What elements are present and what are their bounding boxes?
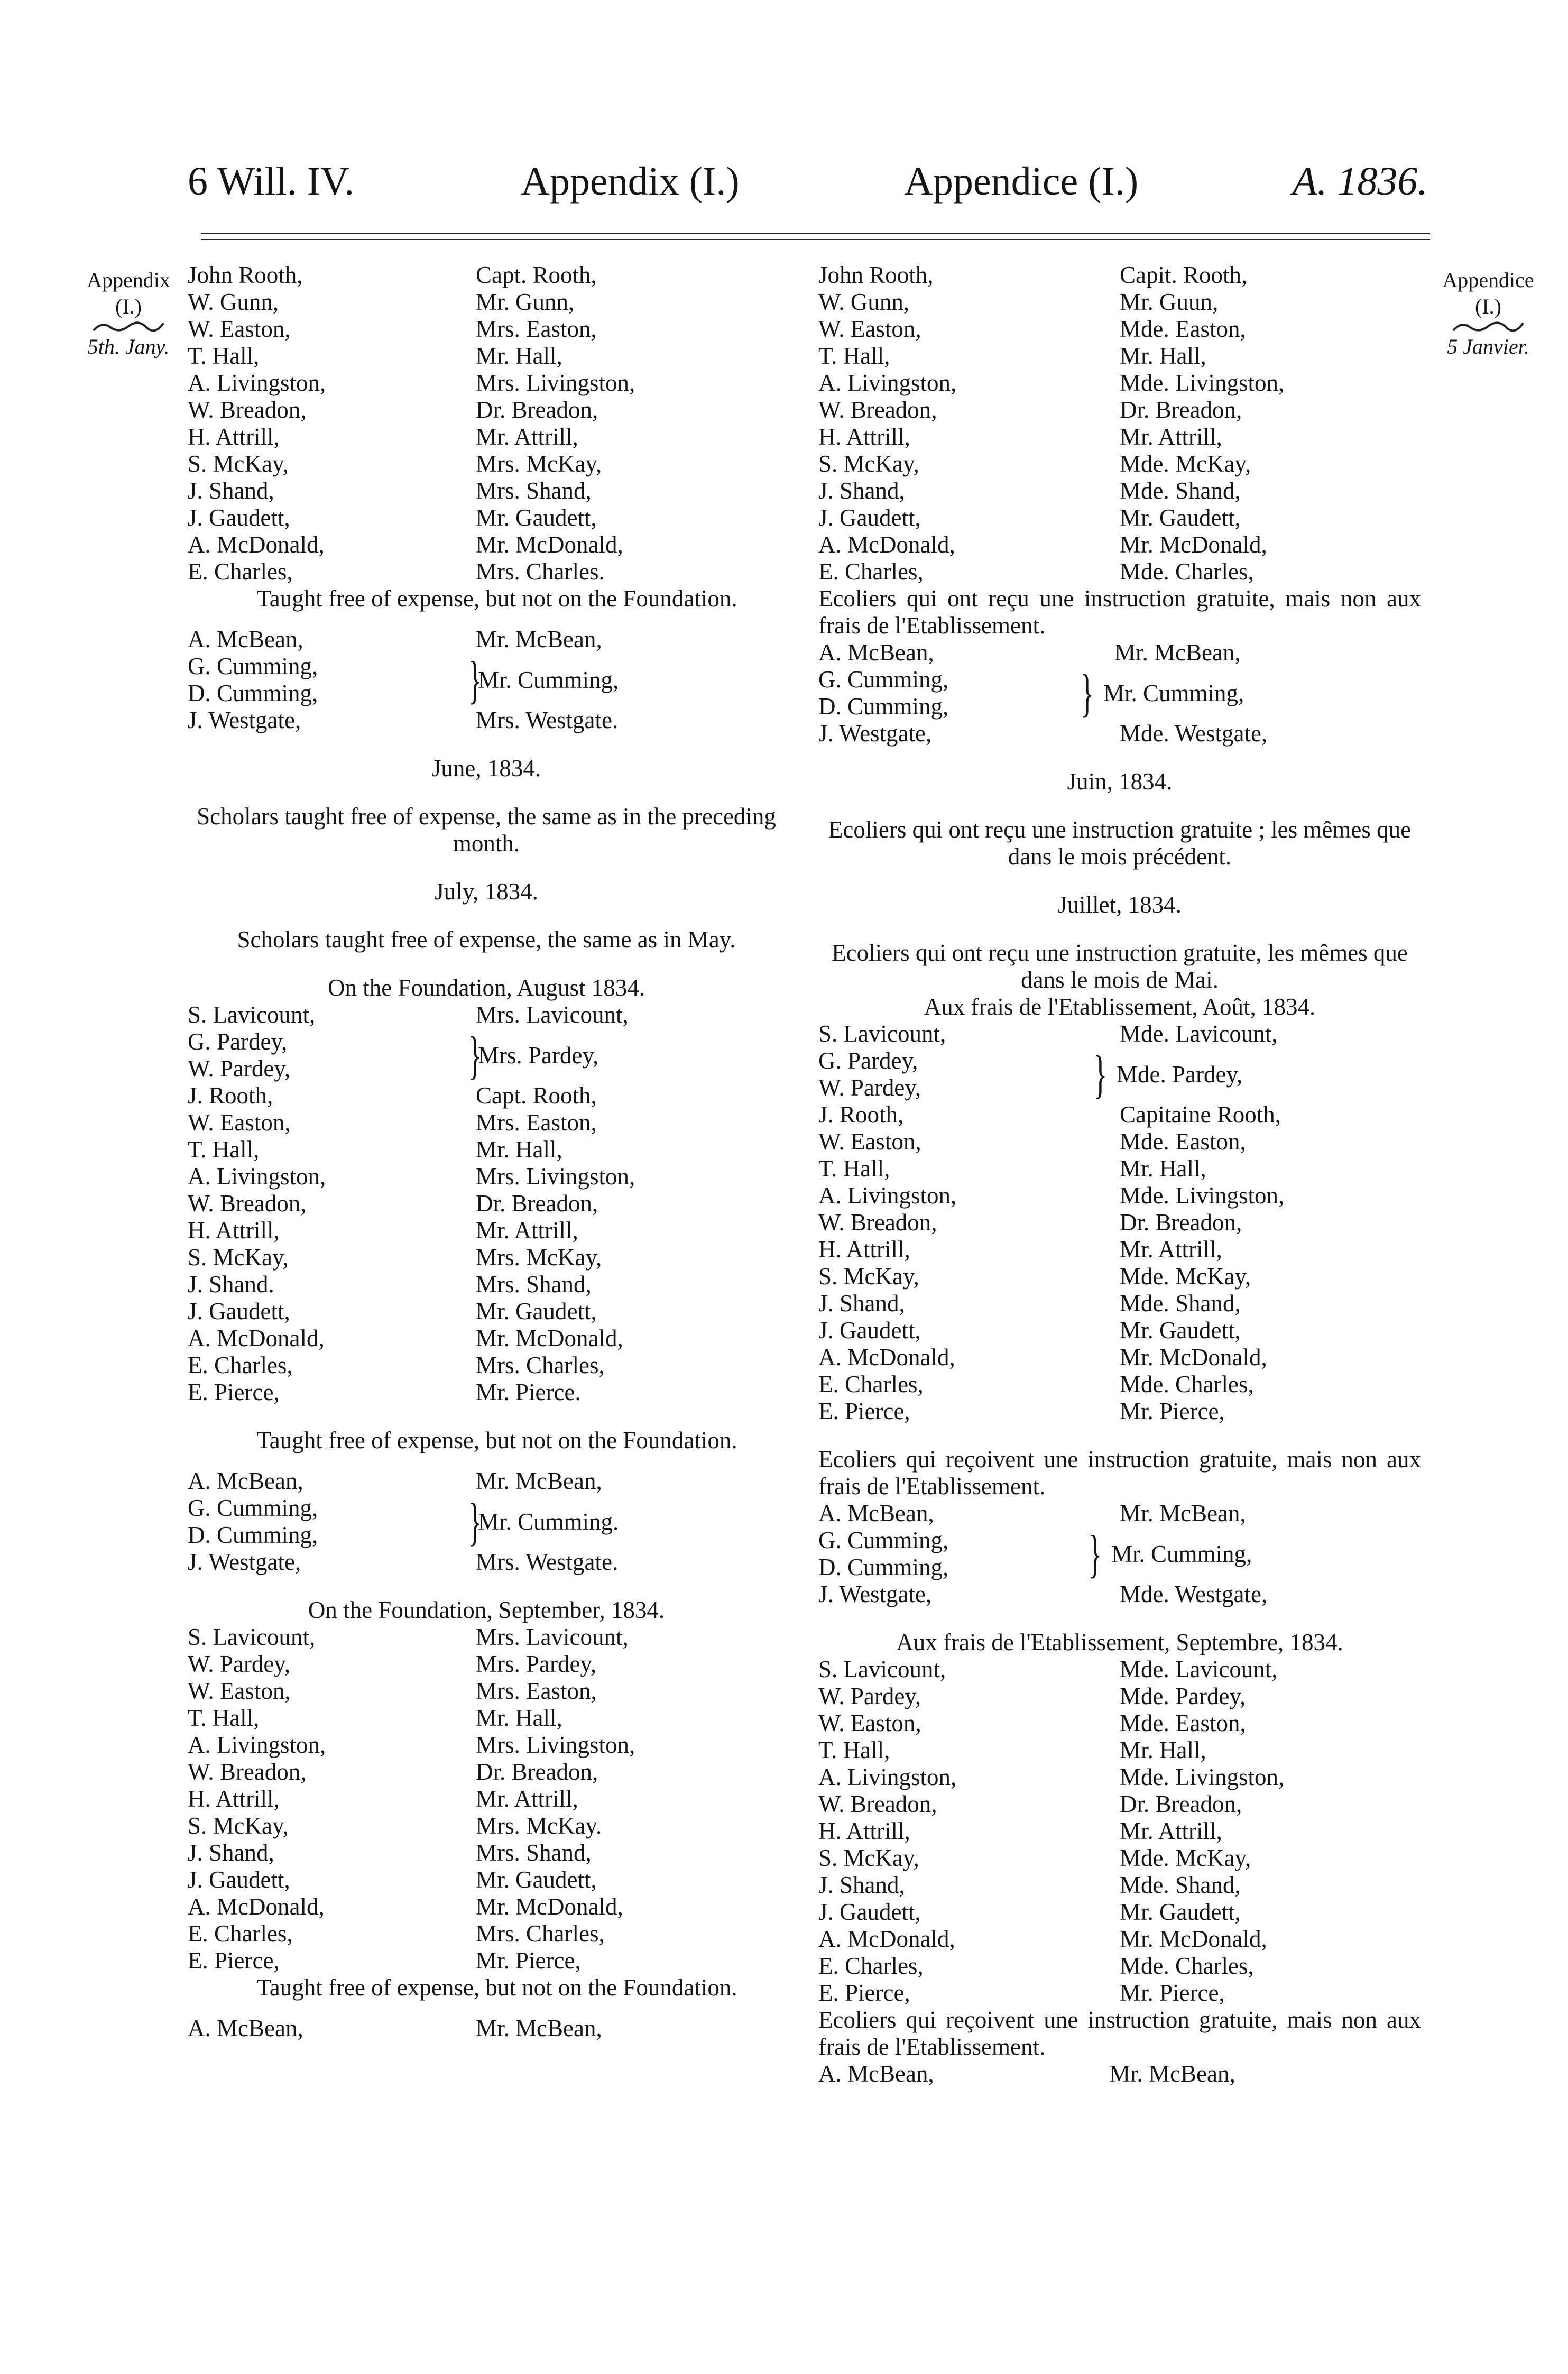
parent-name: Mr. Hall, bbox=[1120, 1155, 1206, 1182]
table-row bbox=[188, 1352, 785, 1379]
flourish-icon bbox=[1451, 320, 1525, 334]
parent-name: Mr. McDonald, bbox=[476, 531, 623, 558]
scholar-name: J. Shand. bbox=[188, 1271, 274, 1298]
parent-name: Mr. Gaudett, bbox=[1120, 1317, 1241, 1344]
parent-name: Mde. Shand, bbox=[1120, 477, 1241, 504]
note-not-on-foundation: Taught free of expense, but not on the Foundation. bbox=[256, 1427, 737, 1453]
table-row bbox=[818, 477, 1421, 504]
parent-name: Dr. Breadon, bbox=[1120, 1209, 1242, 1236]
table-row bbox=[188, 289, 785, 316]
scholar-list bbox=[188, 262, 785, 585]
scholar-name: J. Shand, bbox=[818, 1290, 905, 1317]
parent-name: Mde. Charles, bbox=[1120, 1953, 1254, 1979]
scholar-list bbox=[818, 262, 1421, 585]
table-row bbox=[818, 1710, 1421, 1737]
scholar-name: A. McDonald, bbox=[818, 1344, 955, 1370]
scholar-name: A. Livingston, bbox=[818, 1764, 957, 1790]
table-row bbox=[818, 1236, 1421, 1263]
scholar-name: T. Hall, bbox=[818, 1737, 890, 1763]
scholar-name: W. Breadon, bbox=[818, 1791, 937, 1817]
table-row bbox=[188, 1379, 785, 1406]
table-row bbox=[188, 1920, 785, 1947]
scholar-name: S. Lavicount, bbox=[818, 1656, 946, 1682]
note-not-on-foundation: Ecoliers qui ont reçu une instruction gratuite, mais non aux frais de l'Etablissement. bbox=[818, 585, 1421, 639]
parent-name: Dr. Breadon, bbox=[1120, 397, 1242, 423]
section-title-september: On the Foundation, September, 1834. bbox=[308, 1597, 665, 1623]
scholar-name: H. Attrill, bbox=[188, 1217, 280, 1244]
table-row bbox=[818, 1656, 1421, 1683]
scholar-name: W. Breadon, bbox=[188, 1759, 307, 1785]
table-row: S. Lavicount, Mrs. Lavicount, bbox=[188, 1001, 629, 1028]
scholar-name: H. Attrill, bbox=[188, 424, 280, 450]
table-row bbox=[818, 1209, 1421, 1236]
english-column bbox=[188, 262, 785, 2042]
parent-name: Dr. Breadon, bbox=[1120, 1791, 1242, 1817]
scholar-name: S. Lavicount, bbox=[188, 1624, 316, 1650]
scholar-name: W. Pardey, bbox=[818, 1683, 921, 1709]
table-row bbox=[818, 316, 1421, 343]
scholar-name: J. Gaudett, bbox=[818, 1317, 921, 1344]
table-row bbox=[188, 1812, 785, 1839]
table-row bbox=[818, 1344, 1421, 1371]
table-row bbox=[188, 370, 785, 397]
scholar-name: H. Attrill, bbox=[818, 1818, 910, 1844]
parent-name: Mr. Hall, bbox=[476, 1705, 562, 1731]
table-row bbox=[818, 1128, 1421, 1155]
parent-name: Mr. Hall, bbox=[1120, 343, 1206, 369]
header-appendix-english: Appendix (I.) bbox=[521, 159, 740, 204]
scholar-name: S. McKay, bbox=[818, 1845, 919, 1871]
scholar-list bbox=[818, 1101, 1421, 1425]
parent-name: Mr. Attrill, bbox=[476, 1786, 578, 1812]
june-text: Scholars taught free of expense, the same as in the preceding month. bbox=[197, 803, 776, 857]
section-title-august: On the Foundation, August 1834. bbox=[327, 974, 645, 1001]
table-row bbox=[818, 1737, 1421, 1764]
table-row bbox=[818, 504, 1421, 531]
parent-name: Mde. Charles, bbox=[1120, 1371, 1254, 1397]
parent-name: Mr. Pierce, bbox=[1120, 1980, 1225, 2006]
parent-name: Mde. Pardey, bbox=[1120, 1683, 1246, 1709]
parent-name: Mr. Pierce, bbox=[1120, 1398, 1225, 1424]
table-row bbox=[818, 262, 1421, 289]
parent-name: Mr. Attrill, bbox=[1120, 1818, 1222, 1844]
scholar-name: W. Easton, bbox=[818, 1128, 921, 1155]
parent-name: Mrs. Livingston, bbox=[476, 370, 635, 396]
scholar-name: A. Livingston, bbox=[188, 1163, 326, 1190]
brace-group: G. Cumming, D. Cumming, } Mr. Cumming, bbox=[818, 1524, 1252, 1583]
table-row bbox=[818, 1818, 1421, 1845]
parent-name: Mr. Gaudett, bbox=[476, 1298, 597, 1324]
table-row bbox=[188, 558, 785, 585]
table-row bbox=[188, 1866, 785, 1893]
parent-name: Mde. Livingston, bbox=[1120, 1182, 1285, 1209]
scholar-name: T. Hall, bbox=[188, 1705, 260, 1731]
table-row bbox=[188, 1271, 785, 1298]
scholar-name: H. Attrill, bbox=[818, 424, 910, 450]
scholar-name: A. Livingston, bbox=[818, 1182, 957, 1209]
table-row bbox=[188, 1109, 785, 1136]
parent-name: Capit. Rooth, bbox=[1120, 262, 1248, 288]
parent-name: Mr. Gaudett, bbox=[476, 504, 597, 531]
table-row bbox=[188, 1217, 785, 1244]
table-row bbox=[818, 450, 1421, 477]
table-row bbox=[818, 1980, 1421, 2007]
table-row bbox=[818, 1182, 1421, 1209]
scholar-name: E. Charles, bbox=[188, 558, 293, 585]
scholar-name: W. Easton, bbox=[818, 1710, 921, 1736]
table-row bbox=[818, 558, 1421, 585]
table-row bbox=[818, 1872, 1421, 1899]
scholar-name: John Rooth, bbox=[188, 262, 303, 288]
scholar-name: E. Charles, bbox=[818, 558, 924, 585]
parent-name: Mr. Hall, bbox=[476, 1136, 562, 1163]
table-row bbox=[188, 1651, 785, 1678]
table-row bbox=[188, 1732, 785, 1759]
parent-name: Mrs. Charles, bbox=[476, 1920, 605, 1947]
table-row bbox=[188, 424, 785, 450]
section-title-june: Juin, 1834. bbox=[1067, 768, 1173, 795]
scholar-name: E. Charles, bbox=[818, 1371, 924, 1397]
parent-name: Mr. McDonald, bbox=[1120, 1926, 1267, 1952]
scholar-name: W. Breadon, bbox=[188, 1190, 307, 1217]
table-row bbox=[818, 424, 1421, 450]
table-row bbox=[818, 1926, 1421, 1953]
table-row bbox=[188, 397, 785, 424]
table-row bbox=[818, 1263, 1421, 1290]
parent-name: Mrs. Easton, bbox=[476, 316, 597, 342]
table-row bbox=[188, 450, 785, 477]
table-row: A. McBean, Mr. McBean, bbox=[188, 626, 602, 652]
scholar-list bbox=[818, 1656, 1421, 2007]
table-row bbox=[188, 1325, 785, 1352]
parent-name: Mr. Pierce. bbox=[476, 1379, 581, 1405]
parent-name: Mr. McDonald, bbox=[1120, 531, 1267, 558]
parent-name: Mr. Gaudett, bbox=[1120, 1899, 1241, 1925]
table-row bbox=[818, 1683, 1421, 1710]
margin-number: (I.) bbox=[1475, 295, 1501, 318]
parent-name: Mr. Gunn, bbox=[476, 289, 575, 315]
parent-name: Dr. Breadon, bbox=[476, 1190, 598, 1217]
scholar-name: J. Shand, bbox=[188, 1839, 274, 1866]
parent-name: Mde. Charles, bbox=[1120, 558, 1254, 585]
scholar-name: W. Easton, bbox=[818, 316, 921, 342]
scholar-name: W. Pardey, bbox=[188, 1651, 291, 1677]
parent-name: Mr. McDonald, bbox=[476, 1893, 623, 1920]
brace-group: G. Cumming, D. Cumming, } Mr. Cumming, bbox=[818, 664, 1244, 722]
parent-name: Mr. Hall, bbox=[1120, 1737, 1206, 1763]
brace-group: G. Pardey, W. Pardey, } Mrs. Pardey, bbox=[188, 1026, 599, 1084]
note-not-on-foundation: Ecoliers qui reçoivent une instruction gratuite, mais non aux frais de l'Etablissement. bbox=[818, 1446, 1421, 1499]
scholar-name: A. McDonald, bbox=[188, 531, 325, 558]
scholar-name: H. Attrill, bbox=[188, 1786, 280, 1812]
table-row: A. McBean, Mr. McBean, bbox=[188, 1468, 602, 1494]
table-row bbox=[188, 316, 785, 343]
parent-name: Mr. Gaudett, bbox=[476, 1866, 597, 1893]
french-column bbox=[818, 262, 1421, 2087]
parent-name: Mr. Attrill, bbox=[1120, 1236, 1222, 1263]
parent-name: Mde. Shand, bbox=[1120, 1290, 1241, 1317]
table-row: J. Westgate, Mde. Westgate, bbox=[818, 1581, 1268, 1607]
header-session: 6 Will. IV. bbox=[188, 159, 355, 204]
margin-number: (I.) bbox=[115, 295, 142, 318]
scholar-name: J. Gaudett, bbox=[818, 1899, 921, 1925]
scholar-name: S. McKay, bbox=[818, 1263, 919, 1290]
parent-name: Mrs. Livingston, bbox=[476, 1163, 635, 1190]
margin-label: Appendice bbox=[1442, 268, 1534, 292]
table-row bbox=[188, 1624, 785, 1651]
table-row: S. Lavicount, Mde. Lavicount, bbox=[818, 1020, 1278, 1047]
parent-name: Mr. Hall, bbox=[476, 343, 562, 369]
table-row bbox=[818, 1371, 1421, 1398]
scholar-name: E. Charles, bbox=[818, 1953, 924, 1979]
table-row bbox=[188, 1298, 785, 1325]
note-not-on-foundation: Ecoliers qui reçoivent une instruction gratuite, mais non aux frais de l'Etablissement. bbox=[818, 2007, 1421, 2060]
parent-name: Mr. McDonald, bbox=[476, 1325, 623, 1351]
scholar-name: E. Charles, bbox=[188, 1352, 293, 1378]
parent-name: Mr. Guun, bbox=[1120, 289, 1219, 315]
table-row bbox=[818, 1791, 1421, 1818]
parent-name: Mr. Attrill, bbox=[1120, 424, 1222, 450]
table-row bbox=[818, 1899, 1421, 1926]
scholar-name: E. Pierce, bbox=[818, 1980, 910, 2006]
parent-name: Mde. Easton, bbox=[1120, 1128, 1246, 1155]
brace-group: G. Cumming, D. Cumming, } Mr. Cumming. bbox=[188, 1492, 619, 1551]
parent-name: Mde. Easton, bbox=[1120, 316, 1246, 342]
table-row bbox=[188, 343, 785, 370]
parent-name: Mde. McKay, bbox=[1120, 1263, 1251, 1290]
margin-date: 5 Janvier. bbox=[1447, 335, 1529, 358]
table-row bbox=[188, 1136, 785, 1163]
header-rule-thin bbox=[201, 239, 1430, 240]
table-row bbox=[188, 1893, 785, 1920]
scholar-name: J. Rooth, bbox=[818, 1101, 904, 1128]
table-row: A. McBean, Mr. McBean, bbox=[818, 639, 1241, 666]
scholar-name: J. Gaudett, bbox=[818, 504, 921, 531]
table-row bbox=[818, 289, 1421, 316]
parent-name: Mrs. Shand, bbox=[476, 1271, 592, 1298]
scholar-name: E. Pierce, bbox=[818, 1398, 910, 1424]
scholar-name: S. McKay, bbox=[188, 1244, 289, 1271]
parent-name: Mrs. Pardey, bbox=[476, 1651, 597, 1677]
scholar-name: A. Livingston, bbox=[188, 370, 326, 396]
table-row bbox=[818, 370, 1421, 397]
parent-name: Mr. McDonald, bbox=[1120, 1344, 1267, 1370]
scholar-name: A. McDonald, bbox=[188, 1893, 325, 1920]
scholar-name: John Rooth, bbox=[818, 262, 934, 288]
scholar-name: J. Gaudett, bbox=[188, 1298, 290, 1324]
parent-name: Mrs. Charles. bbox=[476, 558, 605, 585]
table-row: A. McBean, Mr. McBean, bbox=[818, 2060, 1235, 2087]
scholar-name: T. Hall, bbox=[188, 1136, 260, 1163]
june-text: Ecoliers qui ont reçu une instruction gratuite ; les mêmes que dans le mois précédent. bbox=[828, 816, 1412, 870]
table-row bbox=[188, 1947, 785, 1974]
scholar-name: E. Charles, bbox=[188, 1920, 293, 1947]
parent-name: Mr. Pierce, bbox=[476, 1947, 581, 1974]
parent-name: Mrs. Easton, bbox=[476, 1109, 597, 1136]
scholar-name: W. Easton, bbox=[188, 1678, 291, 1704]
table-row bbox=[818, 1290, 1421, 1317]
july-text: Ecoliers qui ont reçu une instruction gratuite, les mêmes que dans le mois de Mai. bbox=[832, 940, 1408, 993]
parent-name: Capt. Rooth, bbox=[476, 1082, 597, 1109]
table-row bbox=[818, 343, 1421, 370]
parent-name: Dr. Breadon, bbox=[476, 397, 598, 423]
scholar-name: J. Shand, bbox=[818, 477, 905, 504]
parent-name: Mrs. McKay. bbox=[476, 1812, 602, 1839]
brace-group: G. Cumming, D. Cumming, } Mr. Cumming, bbox=[188, 650, 619, 709]
parent-name: Mrs. Livingston, bbox=[476, 1732, 635, 1758]
scholar-name: W. Gunn, bbox=[818, 289, 910, 315]
table-row: J. Westgate, Mrs. Westgate. bbox=[188, 707, 619, 733]
table-row bbox=[818, 1155, 1421, 1182]
brace-group: G. Pardey, W. Pardey, } Mde. Pardey, bbox=[818, 1045, 1243, 1103]
table-row bbox=[188, 531, 785, 558]
table-row bbox=[188, 477, 785, 504]
margin-note-right bbox=[1427, 267, 1549, 360]
section-title-july: Juillet, 1834. bbox=[1058, 891, 1182, 918]
margin-date: 5th. Jany. bbox=[87, 335, 170, 358]
note-not-on-foundation: Taught free of expense, but not on the Foundation. bbox=[256, 585, 737, 612]
parent-name: Mde. Livingston, bbox=[1120, 1764, 1285, 1790]
note-not-on-foundation: Taught free of expense, but not on the Foundation. bbox=[256, 1974, 737, 2001]
table-row bbox=[188, 1705, 785, 1732]
margin-note-left bbox=[68, 267, 189, 360]
parent-name: Mde. Livingston, bbox=[1120, 370, 1285, 396]
table-row bbox=[188, 1786, 785, 1812]
table-row bbox=[188, 1678, 785, 1705]
scholar-name: S. McKay, bbox=[818, 450, 919, 477]
july-text: Scholars taught free of expense, the same as in May. bbox=[237, 926, 736, 953]
parent-name: Mde. Easton, bbox=[1120, 1710, 1246, 1736]
parent-name: Mde. Shand, bbox=[1120, 1872, 1241, 1898]
scholar-name: W. Breadon, bbox=[188, 397, 307, 423]
scholar-name: J. Gaudett, bbox=[188, 504, 290, 531]
flourish-icon bbox=[91, 320, 165, 334]
table-row bbox=[818, 1101, 1421, 1128]
scholar-list bbox=[188, 1082, 785, 1406]
table-row bbox=[188, 1190, 785, 1217]
margin-label: Appendix bbox=[87, 268, 170, 292]
scholar-list bbox=[188, 1624, 785, 1974]
scholar-name: S. McKay, bbox=[188, 1812, 289, 1839]
scholar-name: A. Livingston, bbox=[818, 370, 957, 396]
section-title-june: June, 1834. bbox=[431, 755, 541, 781]
table-row bbox=[188, 262, 785, 289]
parent-name: Mde. McKay, bbox=[1120, 450, 1251, 477]
header-year: A. 1836. bbox=[1293, 159, 1428, 204]
parent-name: Mde. McKay, bbox=[1120, 1845, 1251, 1871]
scholar-name: W. Breadon, bbox=[818, 397, 937, 423]
scholar-name: W. Breadon, bbox=[818, 1209, 937, 1236]
parent-name: Capitaine Rooth, bbox=[1120, 1101, 1281, 1128]
header-rule bbox=[201, 233, 1430, 234]
scholar-name: H. Attrill, bbox=[818, 1236, 910, 1263]
parent-name: Mrs. Shand, bbox=[476, 477, 592, 504]
scholar-name: E. Pierce, bbox=[188, 1947, 280, 1974]
table-row: A. McBean, Mr. McBean, bbox=[188, 2015, 602, 2041]
table-row bbox=[188, 1244, 785, 1271]
table-row bbox=[818, 1317, 1421, 1344]
parent-name: Mde. Lavicount, bbox=[1120, 1656, 1278, 1682]
parent-name: Mr. Attrill, bbox=[476, 1217, 578, 1244]
scholar-name: A. McDonald, bbox=[818, 1926, 955, 1952]
parent-name: Mr. Gaudett, bbox=[1120, 504, 1241, 531]
scholar-name: S. McKay, bbox=[188, 450, 289, 477]
parent-name: Mrs. McKay, bbox=[476, 1244, 602, 1271]
table-row bbox=[818, 1953, 1421, 1980]
parent-name: Mrs. Charles, bbox=[476, 1352, 605, 1378]
parent-name: Mrs. Easton, bbox=[476, 1678, 597, 1704]
table-row bbox=[188, 1082, 785, 1109]
scholar-name: E. Pierce, bbox=[188, 1379, 280, 1405]
parent-name: Mr. Attrill, bbox=[476, 424, 578, 450]
table-row bbox=[818, 397, 1421, 424]
table-row bbox=[188, 504, 785, 531]
scholar-name: T. Hall, bbox=[818, 343, 890, 369]
table-row bbox=[188, 1839, 785, 1866]
parent-name: Mrs. McKay, bbox=[476, 450, 602, 477]
header-appendix-french: Appendice (I.) bbox=[904, 159, 1139, 204]
parent-name: Dr. Breadon, bbox=[476, 1759, 598, 1785]
scholar-name: A. McDonald, bbox=[188, 1325, 325, 1351]
scholar-name: J. Shand, bbox=[188, 477, 274, 504]
scholar-name: J. Gaudett, bbox=[188, 1866, 290, 1893]
scholar-name: W. Easton, bbox=[188, 1109, 291, 1136]
parent-name: Mrs. Shand, bbox=[476, 1839, 592, 1866]
table-row: A. McBean, Mr. McBean, bbox=[818, 1500, 1246, 1526]
table-row bbox=[188, 1759, 785, 1786]
scholar-name: T. Hall, bbox=[188, 343, 260, 369]
section-title-september: Aux frais de l'Etablissement, Septembre, 1834. bbox=[896, 1629, 1343, 1655]
scholar-name: J. Rooth, bbox=[188, 1082, 273, 1109]
table-row: J. Westgate, Mrs. Westgate. bbox=[188, 1549, 619, 1575]
scholar-name: J. Shand, bbox=[818, 1872, 905, 1898]
scholar-name: W. Gunn, bbox=[188, 289, 279, 315]
table-row bbox=[188, 1163, 785, 1190]
parent-name: Capt. Rooth, bbox=[476, 262, 597, 288]
table-row bbox=[818, 1845, 1421, 1872]
section-title-july: July, 1834. bbox=[435, 878, 538, 905]
table-row bbox=[818, 1398, 1421, 1425]
section-title-august: Aux frais de l'Etablissement, Août, 1834. bbox=[924, 993, 1316, 1020]
scholar-name: T. Hall, bbox=[818, 1155, 890, 1182]
scholar-name: A. Livingston, bbox=[188, 1732, 326, 1758]
scholar-name: W. Easton, bbox=[188, 316, 291, 342]
table-row bbox=[818, 1764, 1421, 1791]
table-row bbox=[818, 531, 1421, 558]
table-row: J. Westgate, Mde. Westgate, bbox=[818, 720, 1268, 747]
parent-name: Mrs. Lavicount, bbox=[476, 1624, 629, 1650]
scholar-name: A. McDonald, bbox=[818, 531, 955, 558]
